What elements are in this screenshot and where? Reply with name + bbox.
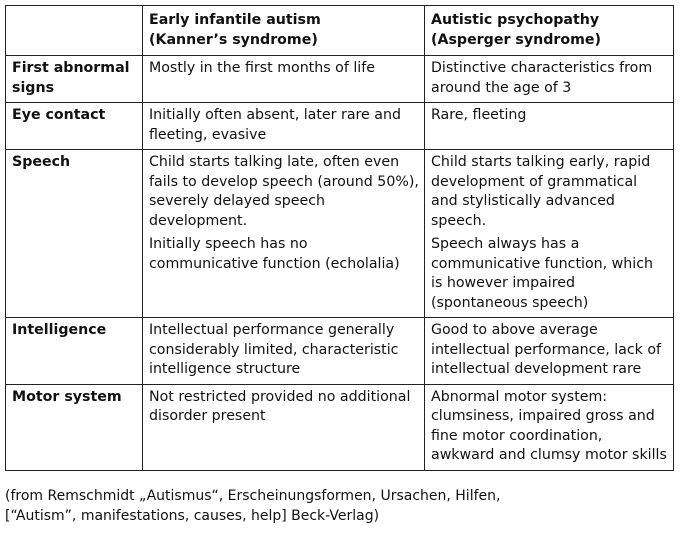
cell-text: Initially speech has no communicative function (echolalia) [149, 236, 400, 272]
cell-asperger [425, 150, 674, 318]
cell-kanner [143, 318, 425, 385]
table-row [6, 150, 674, 318]
cell-text: Rare, fleeting [431, 107, 527, 123]
cell-asperger [425, 318, 674, 385]
cell-text: Child starts talking late, often even fails to develop speech (around 50%), severely delayed speech development. [149, 154, 419, 229]
header-asperger-title: Autistic psychopathy [431, 12, 600, 28]
cell-kanner [143, 384, 425, 470]
source-caption [5, 486, 675, 526]
cell-asperger [425, 103, 674, 150]
cell-asperger [425, 384, 674, 470]
cell-text: Distinctive characteristics from around the age of 3 [431, 60, 653, 96]
cell-kanner [143, 103, 425, 150]
header-asperger [425, 6, 674, 56]
cell-text: Speech always has a communicative function, which is however impaired (spontaneous speech) [431, 236, 653, 311]
row-label-speech: Speech [6, 150, 143, 318]
header-corner-cell [6, 6, 143, 56]
cell-text: Not restricted provided no additional disorder present [149, 388, 411, 424]
header-kanner-subtitle: (Kanner’s syndrome) [149, 31, 318, 48]
table-row [6, 56, 674, 103]
cell-kanner [143, 150, 425, 318]
table-row [6, 384, 674, 470]
header-asperger-subtitle: (Asperger syndrome) [431, 31, 601, 48]
table-row [6, 103, 674, 150]
comparison-table [5, 5, 674, 471]
row-label-eye-contact: Eye contact [6, 103, 143, 150]
cell-text: Abnormal motor system: clumsiness, impaired gross and fine motor coordination, awkward and clumsy motor skills [431, 388, 667, 463]
table-header-row [6, 6, 674, 56]
cell-text: Intellectual performance generally considerably limited, characteristic intelligence structure [149, 322, 399, 377]
cell-kanner [143, 56, 425, 103]
cell-text: Child starts talking early, rapid development of grammatical and stylistically advanced speech. [431, 154, 651, 229]
cell-text: Initially often absent, later rare and fleeting, evasive [149, 107, 401, 143]
caption-line: (from Remschmidt „Autismus“, Erscheinungsformen, Ursachen, Hilfen, [5, 488, 501, 504]
header-kanner-title: Early infantile autism [149, 12, 321, 28]
row-label-motor-system: Motor system [6, 384, 143, 470]
cell-asperger [425, 56, 674, 103]
cell-text: Mostly in the first months of life [149, 60, 375, 76]
table-row [6, 318, 674, 385]
cell-text: Good to above average intellectual performance, lack of intellectual development rare [431, 322, 662, 377]
header-kanner [143, 6, 425, 56]
caption-line: [“Autism”, manifestations, causes, help] Beck-Verlag) [5, 508, 380, 524]
row-label-first-abnormal-signs: First abnormal signs [6, 56, 143, 103]
row-label-intelligence: Intelligence [6, 318, 143, 385]
